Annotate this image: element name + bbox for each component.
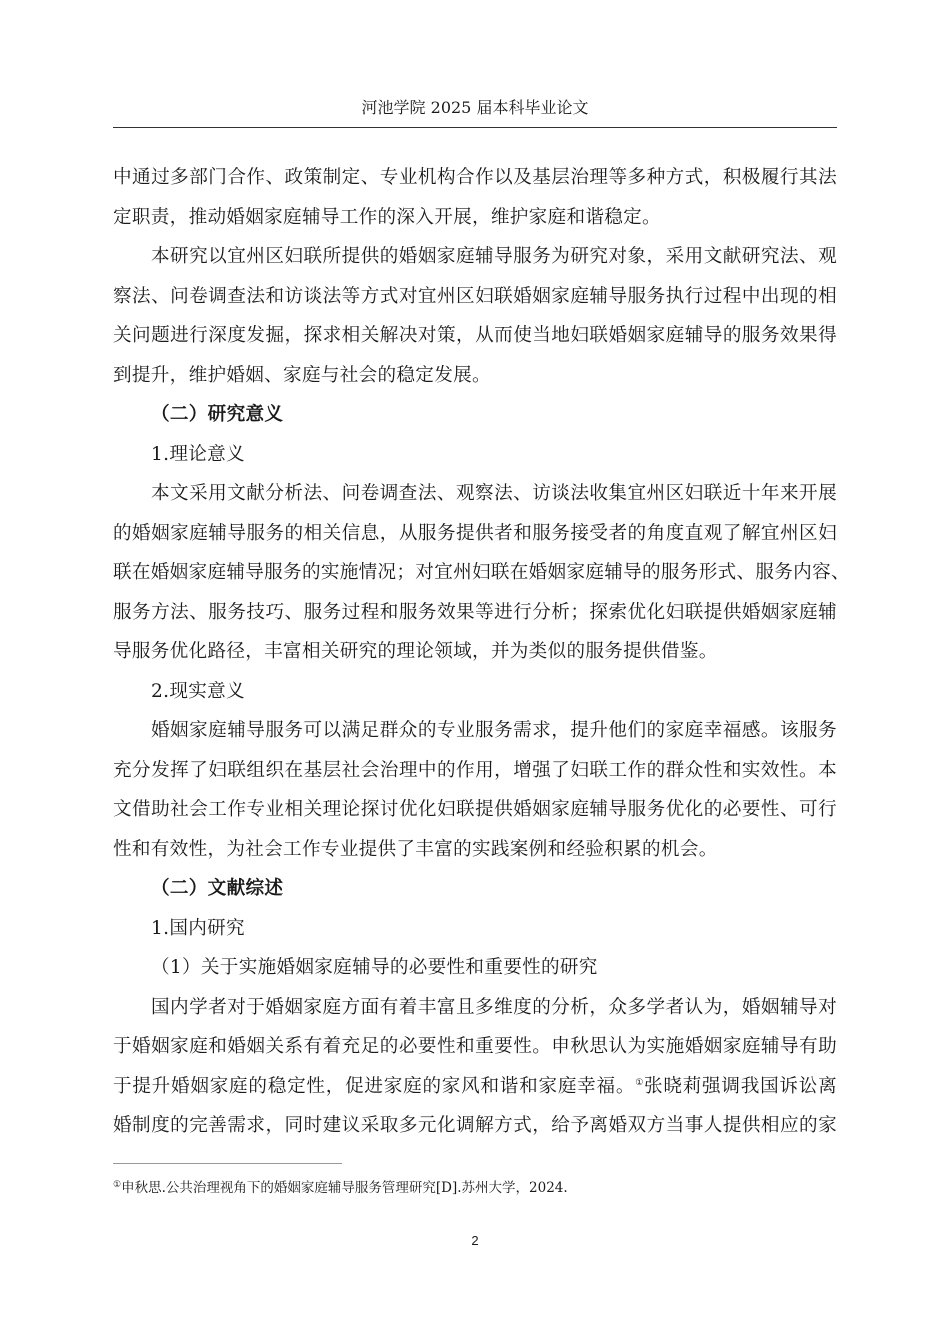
paragraph-line: 中通过多部门合作、政策制定、专业机构合作以及基层治理等多种方式，积极履行其法 — [113, 167, 837, 188]
footnote-mark: ① — [113, 1180, 122, 1190]
subsection-heading: 1.理论意义 — [151, 443, 245, 465]
paragraph-line: 本文采用文献分析法、问卷调查法、观察法、访谈法收集宜州区妇联近十年来开展 — [151, 483, 837, 504]
paragraph-line: 关问题进行深度发掘，探求相关解决对策，从而使当地妇联婚姻家庭辅导的服务效果得 — [113, 325, 837, 346]
paragraph-text: 于提升婚姻家庭的稳定性，促进家庭的家风和谐和家庭幸福。 — [113, 1075, 636, 1097]
subsection-heading: 2.现实意义 — [151, 680, 245, 702]
subsection-heading: （1）关于实施婚姻家庭辅导的必要性和重要性的研究 — [151, 957, 598, 978]
footnote-text: 申秋思.公共治理视角下的婚姻家庭辅导服务管理研究[D].苏州大学，2024. — [121, 1180, 568, 1196]
paragraph-text: 张晓莉强调我国诉讼离 — [644, 1075, 837, 1097]
section-heading: （二）研究意义 — [151, 404, 284, 425]
paragraph-line: 察法、问卷调查法和访谈法等方式对宜州区妇联婚姻家庭辅导服务执行过程中出现的相 — [113, 285, 837, 307]
footnote-rule — [113, 1163, 342, 1164]
subsection-heading: 1.国内研究 — [151, 917, 245, 939]
footnote — [113, 1178, 568, 1198]
page-header: 河池学院 2025 届本科毕业论文 — [361, 98, 589, 117]
paragraph-line: 国内学者对于婚姻家庭方面有着丰富且多维度的分析，众多学者认为，婚姻辅导对 — [151, 996, 837, 1018]
paragraph-line: 文借助社会工作专业相关理论探讨优化妇联提供婚姻家庭辅导服务优化的必要性、可行 — [113, 799, 837, 820]
page-number: 2 — [471, 1233, 479, 1248]
paragraph-line: 于婚姻家庭和婚姻关系有着充足的必要性和重要性。申秋思认为实施婚姻家庭辅导有助 — [113, 1036, 837, 1057]
paragraph-line: 的婚姻家庭辅导服务的相关信息，从服务提供者和服务接受者的角度直观了解宜州区妇 — [113, 522, 837, 544]
paragraph-line — [113, 1067, 837, 1107]
paragraph-line: 联在婚姻家庭辅导服务的实施情况；对宜州妇联在婚姻家庭辅导的服务形式、服务内容、 — [113, 562, 850, 583]
paragraph-line: 服务方法、服务技巧、服务过程和服务效果等进行分析；探索优化妇联提供婚姻家庭辅 — [113, 601, 837, 623]
paragraph-line: 导服务优化路径，丰富相关研究的理论领域，并为类似的服务提供借鉴。 — [113, 641, 718, 662]
paragraph-line: 婚制度的完善需求，同时建议采取多元化调解方式，给予离婚双方当事人提供相应的家 — [113, 1115, 837, 1136]
footnote-reference[interactable]: ① — [635, 1077, 645, 1088]
paragraph-line: 定职责，推动婚姻家庭辅导工作的深入开展，维护家庭和谐稳定。 — [113, 206, 661, 228]
paragraph-line: 性和有效性，为社会工作专业提供了丰富的实践案例和经验积累的机会。 — [113, 838, 718, 860]
header-rule — [113, 127, 837, 128]
paragraph-line: 本研究以宜州区妇联所提供的婚姻家庭辅导服务为研究对象，采用文献研究法、观 — [151, 246, 837, 267]
paragraph-line: 婚姻家庭辅导服务可以满足群众的专业服务需求，提升他们的家庭幸福感。该服务 — [151, 720, 837, 741]
paragraph-line: 充分发挥了妇联组织在基层社会治理中的作用，增强了妇联工作的群众性和实效性。本 — [113, 759, 837, 781]
section-heading: （二）文献综述 — [151, 878, 284, 899]
body-text — [113, 158, 850, 1146]
paragraph-line: 到提升，维护婚姻、家庭与社会的稳定发展。 — [113, 364, 491, 386]
